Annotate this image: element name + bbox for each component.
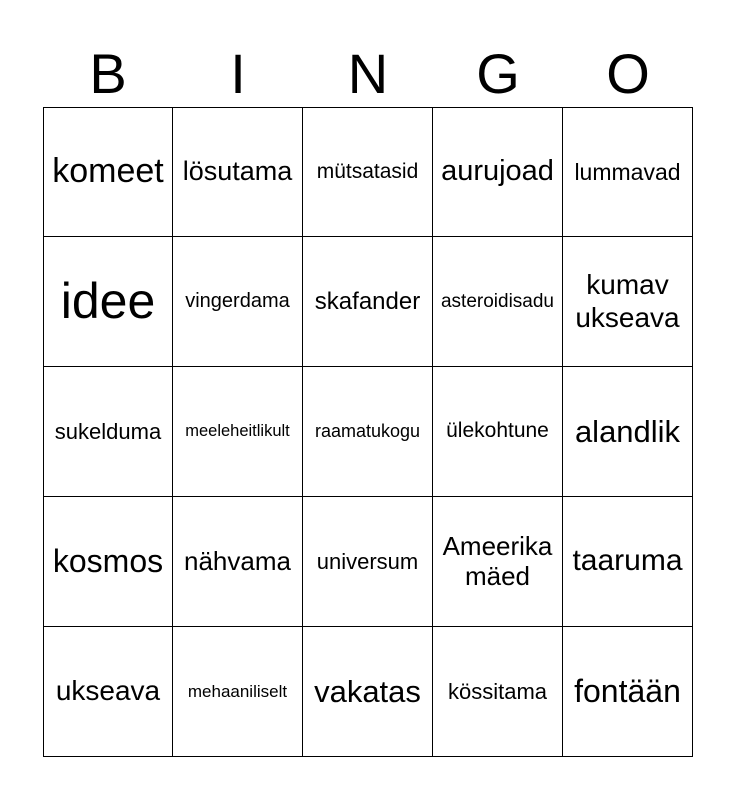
bingo-cell <box>433 107 563 237</box>
cell-text: ukseava <box>55 675 161 707</box>
header-letter-i: I <box>230 42 246 105</box>
cell-text: kosmos <box>52 543 164 580</box>
bingo-cell <box>43 627 173 757</box>
header-letter-o: O <box>606 42 650 105</box>
cell-text: asteroidisadu <box>440 290 555 312</box>
cell-text: meeleheitlikult <box>185 422 290 441</box>
cell-text: Ameerika mäed <box>442 530 553 591</box>
cell-text: raamatukogu <box>314 421 421 442</box>
header-letter-g: G <box>476 42 520 105</box>
cell-text: kössitama <box>447 678 548 704</box>
cell-text: mütsatasid <box>316 159 419 183</box>
bingo-cell <box>303 367 433 497</box>
bingo-cell <box>43 367 173 497</box>
cell-text: ülekohtune <box>446 419 549 443</box>
bingo-cell <box>433 237 563 367</box>
bingo-cell <box>173 237 303 367</box>
bingo-cell <box>43 497 173 627</box>
bingo-board <box>43 107 693 757</box>
cell-text: nähvama <box>184 545 291 576</box>
bingo-cell <box>563 107 693 237</box>
bingo-cell <box>43 107 173 237</box>
bingo-cell <box>173 627 303 757</box>
cell-text: aurujoad <box>441 155 554 188</box>
cell-text: vingerdama <box>185 290 290 312</box>
cell-text: idee <box>60 272 156 329</box>
cell-text: sukelduma <box>54 418 162 444</box>
bingo-cell <box>43 237 173 367</box>
bingo-cell <box>563 497 693 627</box>
cell-text: lummavad <box>574 158 681 185</box>
cell-text: taaruma <box>572 544 683 578</box>
cell-text: mehaaniliselt <box>187 681 288 701</box>
bingo-cell <box>433 627 563 757</box>
bingo-header <box>43 40 693 108</box>
bingo-cell <box>173 367 303 497</box>
header-letter-n: N <box>347 42 389 105</box>
bingo-cell <box>433 367 563 497</box>
header-letter-b: B <box>89 42 127 105</box>
bingo-cell <box>433 497 563 627</box>
bingo-cell <box>303 237 433 367</box>
cell-text: lösutama <box>182 156 293 187</box>
cell-text: alandlik <box>574 413 681 449</box>
cell-text: vakatas <box>314 673 421 709</box>
bingo-cell <box>173 107 303 237</box>
bingo-cell <box>303 627 433 757</box>
bingo-cell <box>563 367 693 497</box>
bingo-cell <box>563 237 693 367</box>
bingo-cell <box>303 107 433 237</box>
bingo-cell <box>563 627 693 757</box>
cell-text: skafander <box>314 287 421 315</box>
bingo-cell <box>173 497 303 627</box>
bingo-cell <box>303 497 433 627</box>
cell-text: universum <box>316 548 419 574</box>
cell-text: kumav ukseava <box>575 269 680 333</box>
cell-text: fontään <box>574 673 681 710</box>
cell-text: komeet <box>52 152 164 191</box>
